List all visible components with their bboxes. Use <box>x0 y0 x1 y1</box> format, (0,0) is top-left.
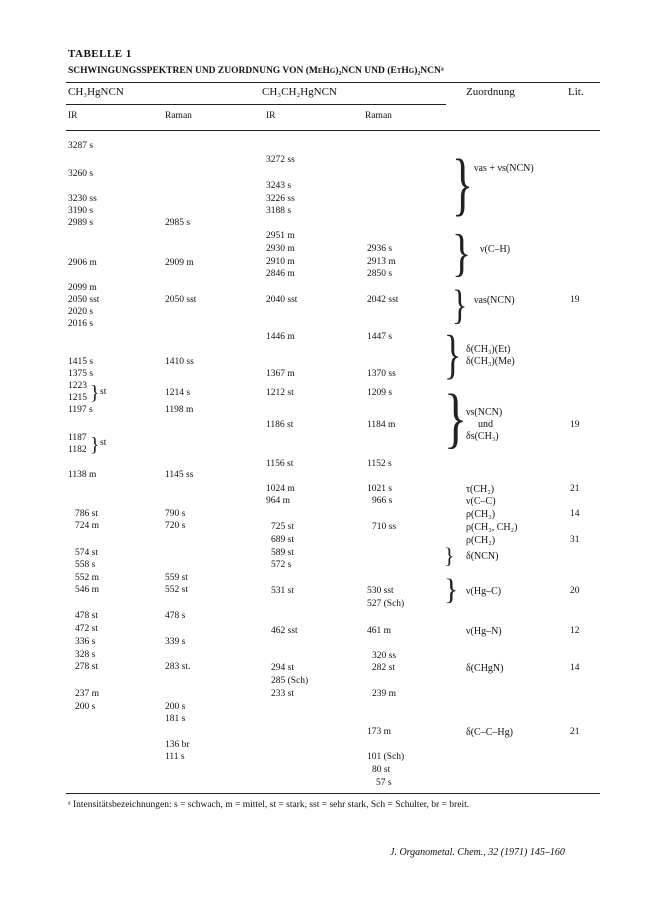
col3-cell: 3226 ss <box>266 194 295 204</box>
col1-cell: 786 st <box>75 509 98 519</box>
st-label: st <box>100 387 107 397</box>
assignment-label: ρ(CH₃) <box>466 509 496 520</box>
subheader-raman-2: Raman <box>365 111 392 121</box>
col4-cell: 1021 s <box>367 484 393 494</box>
col3-cell: 2910 m <box>266 257 295 267</box>
assignment-label: νs(NCN) <box>466 407 503 418</box>
assignment-label: δ(C–C–Hg) <box>466 727 513 738</box>
col1-cell: 1187 <box>68 433 87 443</box>
lit-ref: 19 <box>570 420 580 430</box>
col3-cell: 531 st <box>271 586 294 596</box>
assignment-label: δ(CH₃)(Me) <box>466 356 515 367</box>
col1-cell: 1375 s <box>68 369 94 379</box>
rule-bottom <box>66 793 600 794</box>
st-label: st <box>100 438 107 448</box>
col1-cell: 237 m <box>75 689 100 699</box>
lit-ref: 21 <box>570 484 580 494</box>
col4-cell: 966 s <box>372 496 393 506</box>
col3-cell: 3188 s <box>266 206 292 216</box>
col4-cell: 1370 ss <box>367 369 396 379</box>
col3-cell: 572 s <box>271 560 292 570</box>
assignment-label: ν(C–C) <box>466 496 496 507</box>
col1-cell: 546 m <box>75 585 100 595</box>
col3-cell: 1367 m <box>266 369 295 379</box>
brace-icon: } <box>452 144 474 224</box>
col1-cell: 3190 s <box>68 206 94 216</box>
footnote: ᵃ Intensitätsbezeichnungen: s = schwach, m = mittel, st = stark, sst = sehr stark, Sch = Schulter, br = breit. <box>68 800 470 810</box>
col1-cell: 2050 sst <box>68 295 100 305</box>
col2-cell: 2909 m <box>165 258 194 268</box>
lit-ref: 21 <box>570 727 580 737</box>
col2-cell: 1145 ss <box>165 470 194 480</box>
col4-cell: 527 (Sch) <box>367 599 405 609</box>
col1-cell: 1138 m <box>68 470 97 480</box>
brace-icon: } <box>452 280 468 328</box>
col3-cell: 1156 st <box>266 459 294 469</box>
col2-cell: 136 br <box>165 740 190 750</box>
col4-cell: 2913 m <box>367 257 396 267</box>
col4-cell: 101 (Sch) <box>367 752 405 762</box>
rule-top <box>66 82 600 83</box>
col3-cell: 294 st <box>271 663 294 673</box>
lit-ref: 20 <box>570 586 580 596</box>
journal-citation: J. Organometal. Chem., 32 (1971) 145–160 <box>390 847 565 858</box>
col1-cell: 2020 s <box>68 307 94 317</box>
col1-cell: 2016 s <box>68 319 94 329</box>
assignment-label: ρ(CH₂) <box>466 535 496 546</box>
col3-cell: 2846 m <box>266 269 295 279</box>
col4-cell: 2850 s <box>367 269 393 279</box>
lit-ref: 31 <box>570 535 580 545</box>
col3-cell: 725 st <box>271 522 294 532</box>
col1-cell: 558 s <box>75 560 96 570</box>
brace-icon: } <box>452 223 472 282</box>
assignment-label: δ(NCN) <box>466 551 499 562</box>
col4-cell: 1447 s <box>367 332 393 342</box>
col3-cell: 1212 st <box>266 388 294 398</box>
col3-cell: 1446 m <box>266 332 295 342</box>
assignment-label: ν(C–H) <box>480 244 511 255</box>
col2-cell: 111 s <box>165 752 185 762</box>
col1-cell: 1215 <box>68 393 87 403</box>
lit-ref: 14 <box>570 509 580 519</box>
rule-mid1 <box>66 104 446 105</box>
col2-cell: 478 s <box>165 611 186 621</box>
header-col1: CH₃HgNCN <box>68 86 124 98</box>
col4-cell: 173 m <box>367 727 392 737</box>
col4-cell: 239 m <box>372 689 397 699</box>
col1-cell: 278 st <box>75 662 98 672</box>
col1-cell: 1415 s <box>68 357 94 367</box>
assignment-label: νas(NCN) <box>474 295 515 306</box>
header-zuordnung: Zuordnung <box>466 86 515 98</box>
col3-cell: 2930 m <box>266 244 295 254</box>
col1-cell: 3230 ss <box>68 194 97 204</box>
col1-cell: 574 st <box>75 548 98 558</box>
assignment-label: ν(Hg–C) <box>466 586 502 597</box>
rule-mid2 <box>66 130 600 131</box>
assignment-label: νas + νs(NCN) <box>474 163 534 174</box>
col1-cell: 3287 s <box>68 141 94 151</box>
col4-cell: 80 st <box>372 765 391 775</box>
col4-cell: 1152 s <box>367 459 392 469</box>
col3-cell: 3272 ss <box>266 155 295 165</box>
col3-cell: 1186 st <box>266 420 294 430</box>
col1-cell: 2099 m <box>68 283 97 293</box>
col3-cell: 689 st <box>271 535 294 545</box>
assignment-label: ρ(CH₃, CH₂) <box>466 522 518 533</box>
col2-cell: 283 st. <box>165 662 191 672</box>
col4-cell: 57 s <box>376 778 392 788</box>
assignment-label: τ(CH₂) <box>466 484 495 495</box>
brace-icon: } <box>444 573 459 606</box>
lit-ref: 12 <box>570 626 580 636</box>
assignment-label: und <box>478 419 493 430</box>
col2-cell: 339 s <box>165 637 186 647</box>
table-caption: SCHWINGUNGSSPEKTREN UND ZUORDNUNG VON (MeHg)₂NCN UND (EtHg)₂NCNᵃ <box>68 66 444 76</box>
col1-cell: 1223 <box>68 381 87 391</box>
col1-cell: 328 s <box>75 650 96 660</box>
assignment-label: ν(Hg–N) <box>466 626 502 637</box>
brace-icon: } <box>444 543 455 568</box>
col2-cell: 200 s <box>165 702 186 712</box>
subheader-raman-1: Raman <box>165 111 192 121</box>
col3-cell: 1024 m <box>266 484 295 494</box>
col2-cell: 790 s <box>165 509 186 519</box>
col4-cell: 320 ss <box>372 651 397 661</box>
col2-cell: 181 s <box>165 714 186 724</box>
assignment-label: δ(CHgN) <box>466 663 504 674</box>
col3-cell: 589 st <box>271 548 294 558</box>
col1-cell: 552 m <box>75 573 100 583</box>
col2-cell: 1198 m <box>165 405 194 415</box>
col1-cell: 2989 s <box>68 218 94 228</box>
col1-cell: 3260 s <box>68 169 94 179</box>
col2-cell: 2050 sst <box>165 295 197 305</box>
col3-cell: 233 st <box>271 689 294 699</box>
header-lit: Lit. <box>568 86 584 98</box>
col2-cell: 1410 ss <box>165 357 194 367</box>
col4-cell: 461 m <box>367 626 392 636</box>
col1-cell: 336 s <box>75 637 96 647</box>
subheader-ir-2: IR <box>266 111 276 121</box>
col3-cell: 462 sst <box>271 626 298 636</box>
lit-ref: 19 <box>570 295 580 305</box>
col4-cell: 1209 s <box>367 388 393 398</box>
col1-cell: 2906 m <box>68 258 97 268</box>
col3-cell: 2951 m <box>266 231 295 241</box>
col3-cell: 285 (Sch) <box>271 676 309 686</box>
col3-cell: 3243 s <box>266 181 292 191</box>
brace-icon: } <box>444 324 462 385</box>
header-col3: CH₃CH₂HgNCN <box>262 86 337 98</box>
col2-cell: 559 st <box>165 573 188 583</box>
col2-cell: 552 st <box>165 585 188 595</box>
col4-cell: 2042 sst <box>367 295 399 305</box>
lit-ref: 14 <box>570 663 580 673</box>
subheader-ir-1: IR <box>68 111 78 121</box>
col4-cell: 1184 m <box>367 420 396 430</box>
col4-cell: 710 ss <box>372 522 397 532</box>
assignment-label: δs(CH₃) <box>466 431 499 442</box>
brace-icon: } <box>444 381 468 456</box>
col2-cell: 720 s <box>165 521 186 531</box>
col3-cell: 964 m <box>266 496 291 506</box>
col3-cell: 2040 sst <box>266 295 298 305</box>
col1-cell: 1197 s <box>68 405 93 415</box>
col1-cell: 472 st <box>75 624 98 634</box>
col4-cell: 530 sst <box>367 586 394 596</box>
col2-cell: 2985 s <box>165 218 191 228</box>
col1-cell: 724 m <box>75 521 100 531</box>
assignment-label: δ(CH₃)(Et) <box>466 344 511 355</box>
col4-cell: 282 st <box>372 663 395 673</box>
col1-cell: 1182 <box>68 445 87 455</box>
col1-cell: 478 st <box>75 611 98 621</box>
col4-cell: 2936 s <box>367 244 393 254</box>
brace-icon: } <box>90 382 100 404</box>
brace-icon: } <box>90 434 100 456</box>
col1-cell: 200 s <box>75 702 96 712</box>
col2-cell: 1214 s <box>165 388 191 398</box>
table-number: TABELLE 1 <box>68 48 132 60</box>
